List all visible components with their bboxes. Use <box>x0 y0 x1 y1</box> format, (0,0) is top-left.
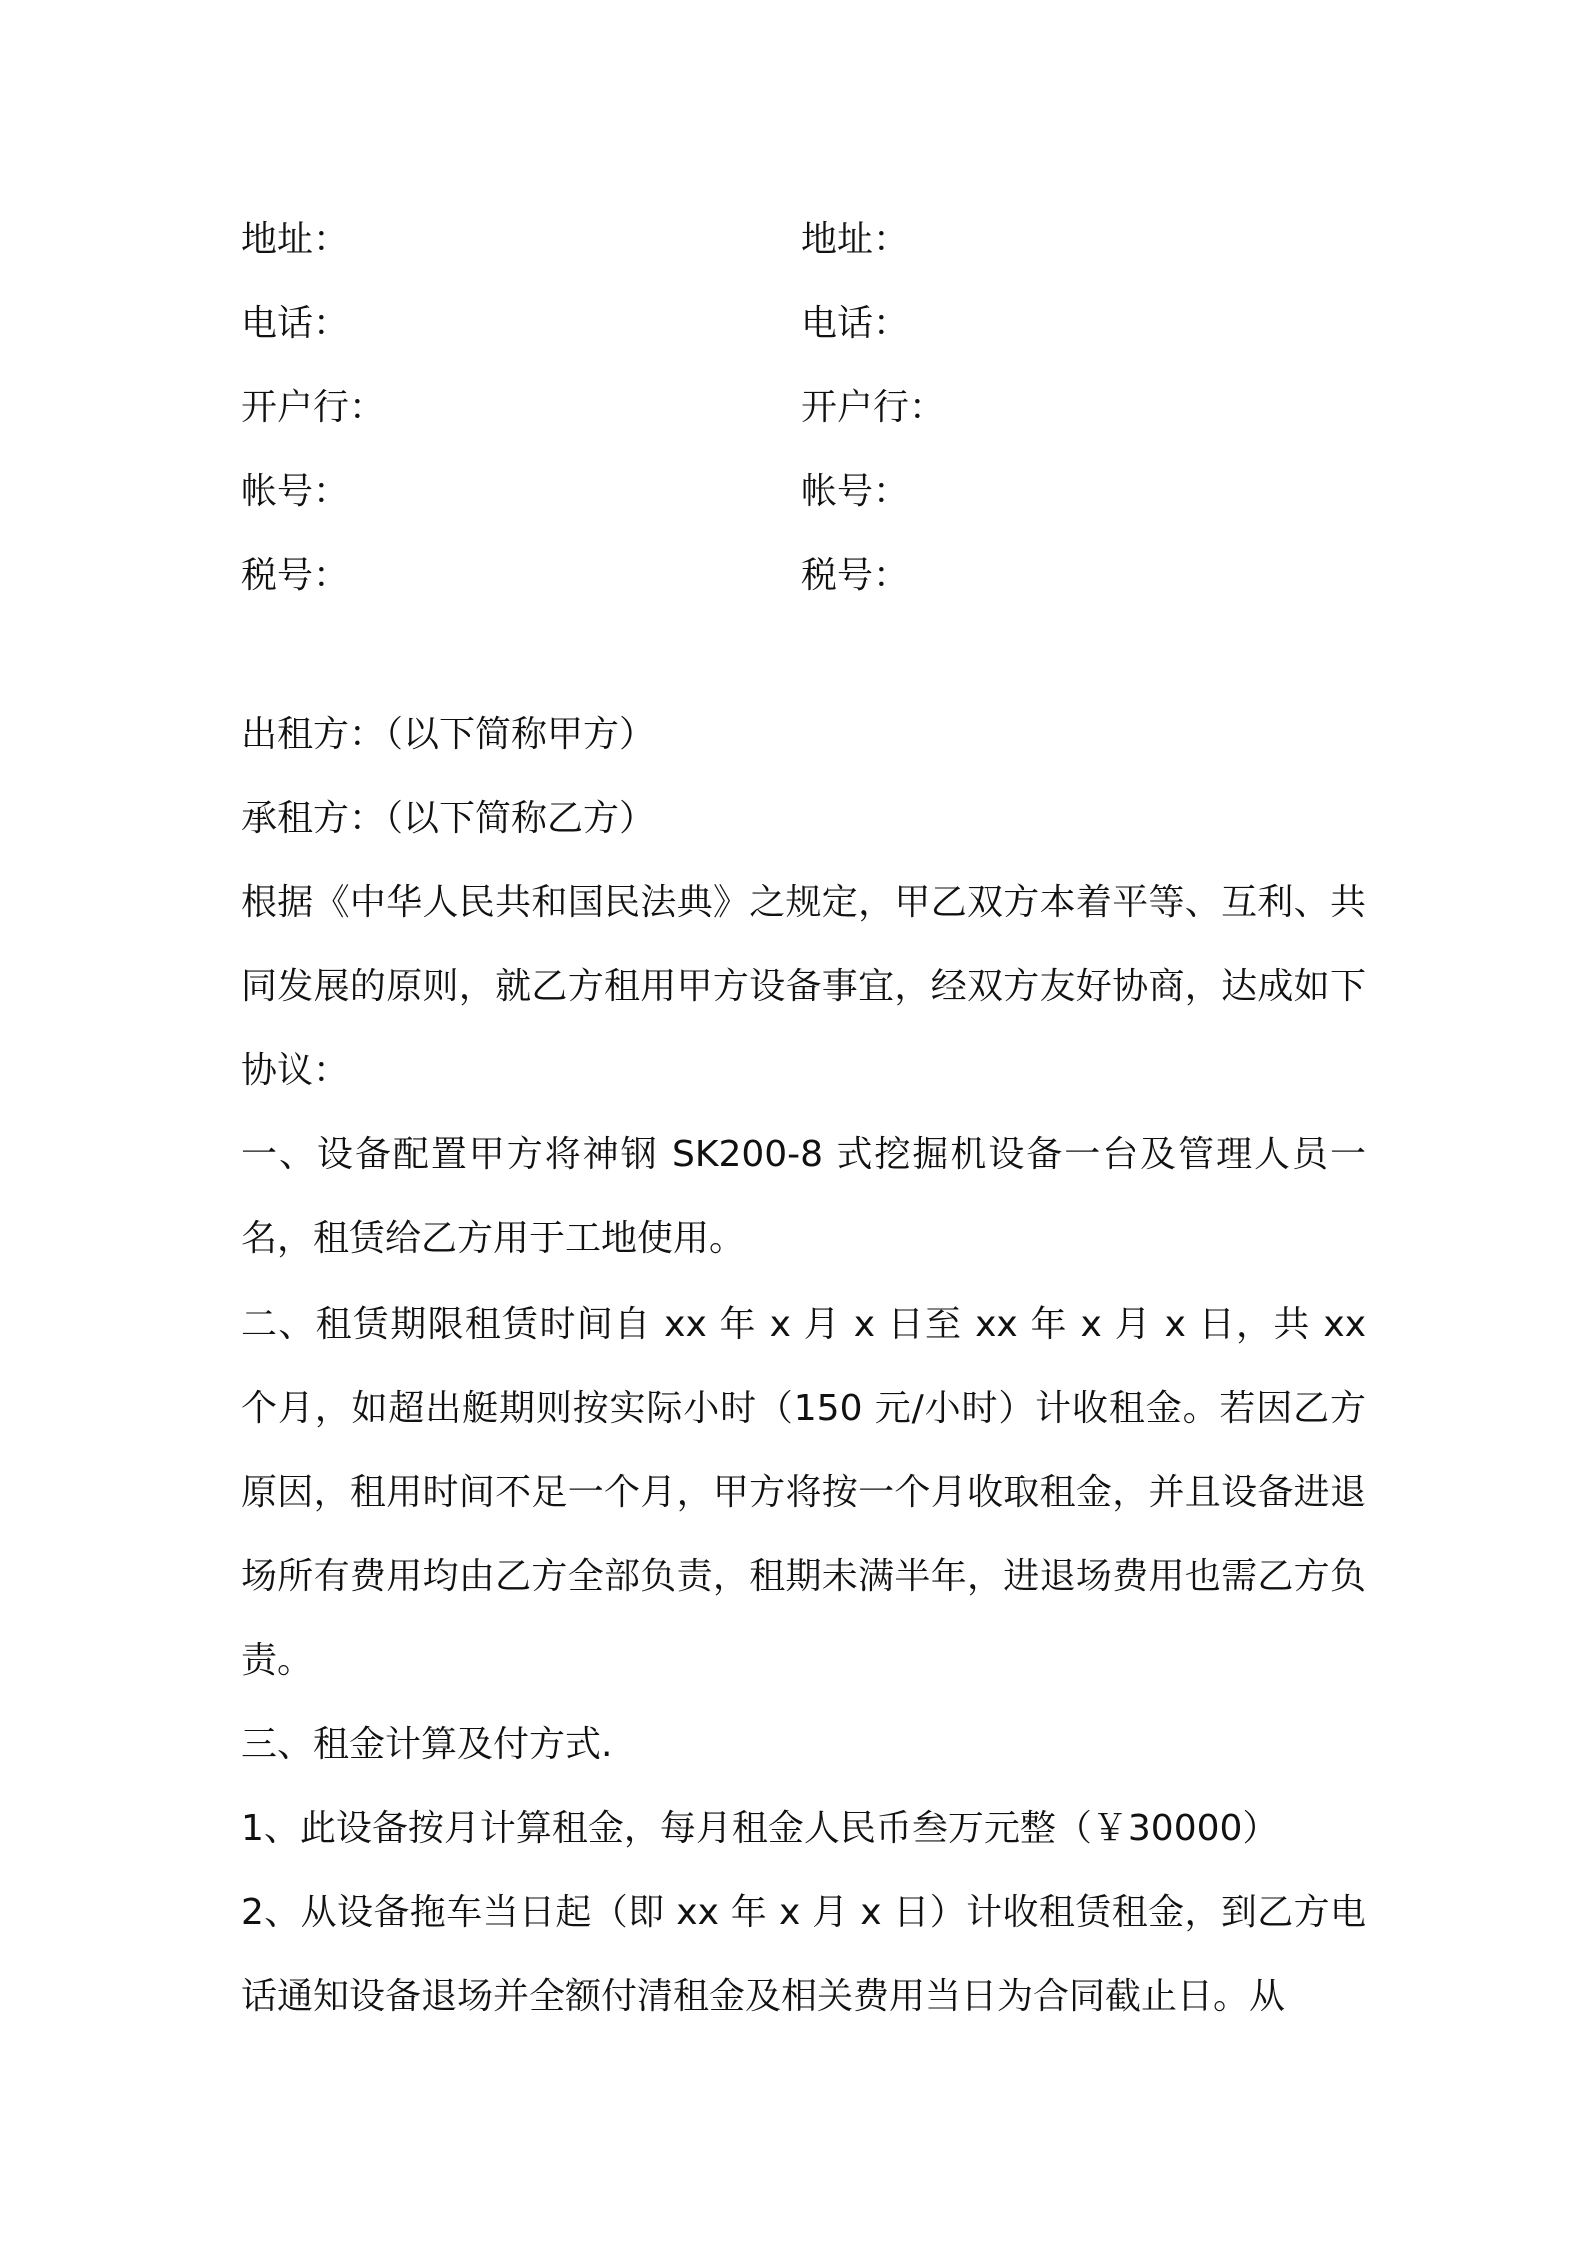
party-info-table <box>241 198 1361 618</box>
bank-row <box>241 366 1361 450</box>
lessee-line: 承租方：（以下简称乙方） <box>241 798 656 839</box>
lessee-tax-label: 税号： <box>801 555 910 596</box>
lessor-phone-label: 电话： <box>241 303 350 344</box>
clause-3-item-1: 1、此设备按月计算租金，每月租金人民币叁万元整（￥30000） <box>241 1808 1279 1849</box>
clause-3-rent-payment: 三、租金计算及付方式. <box>241 1724 613 1765</box>
address-row <box>241 198 1361 282</box>
phone-row <box>241 282 1361 366</box>
lessor-tax-label: 税号： <box>241 555 350 596</box>
lessor-address-label: 地址： <box>241 219 350 260</box>
clause-2-lease-term: 二、租赁期限租赁时间自 xx 年 x 月 x 日至 xx 年 x 月 x 日，共 xx 个月，如超出艇期则按实际小时（150 元/小时）计收租金。若因乙方原因，租用时间不足一个月，甲方将按一个月收取租金，并且设备进退场所有费用均由乙方全部负责，租期未满半年，进退场费用也需乙方负责。 <box>241 1304 1366 1681</box>
lessee-bank-label: 开户行： <box>801 387 946 428</box>
clause-1-equipment: 一、设备配置甲方将神钢 SK200-8 式挖掘机设备一台及管理人员一名，租赁给乙方用于工地使用。 <box>241 1134 1366 1259</box>
account-row <box>241 450 1361 534</box>
lessor-bank-label: 开户行： <box>241 387 386 428</box>
lessor-line: 出租方：（以下简称甲方） <box>241 714 656 755</box>
tax-row <box>241 534 1361 618</box>
intro-paragraph: 根据《中华人民共和国民法典》之规定，甲乙双方本着平等、互利、共同发展的原则，就乙方租用甲方设备事宜，经双方友好协商，达成如下协议： <box>241 882 1366 1091</box>
contract-body <box>241 693 1366 2039</box>
lessee-phone-label: 电话： <box>801 303 910 344</box>
clause-3-item-2: 2、从设备拖车当日起（即 xx 年 x 月 x 日）计收租赁租金，到乙方电话通知设备退场并全额付清租金及相关费用当日为合同截止日。从 <box>241 1892 1366 2017</box>
lessee-address-label: 地址： <box>801 219 910 260</box>
lessee-account-label: 帐号： <box>801 471 910 512</box>
lessor-account-label: 帐号： <box>241 471 350 512</box>
